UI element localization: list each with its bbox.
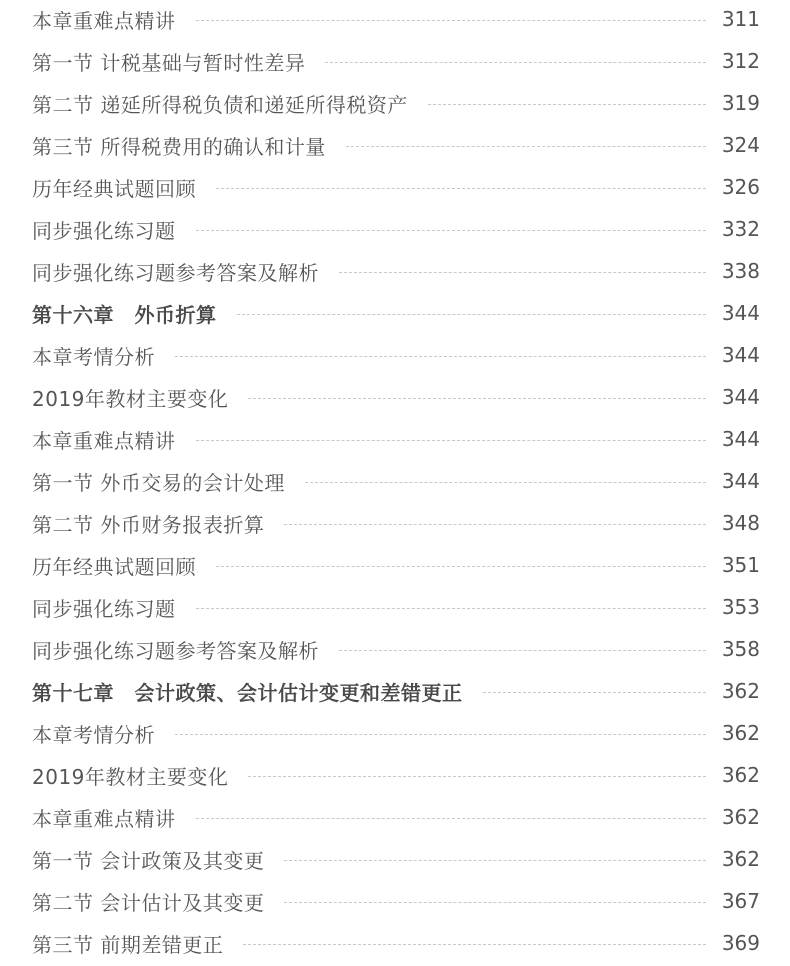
entry-title: 第一节 计税基础与暂时性差异 (32, 50, 306, 75)
page-number: 353 (721, 595, 760, 619)
page-number: 338 (721, 259, 760, 283)
entry-title: 同步强化练习题参考答案及解析 (32, 638, 319, 663)
toc-entry[interactable] (32, 460, 760, 502)
page-number: 324 (721, 133, 760, 157)
entry-title: 同步强化练习题参考答案及解析 (32, 260, 319, 285)
toc-entry[interactable] (32, 880, 760, 922)
entry-title: 本章考情分析 (32, 344, 155, 369)
toc-entry[interactable] (32, 40, 760, 82)
dotted-leader (196, 20, 706, 21)
toc-chapter-entry[interactable] (32, 292, 760, 334)
entry-title: 2019年教材主要变化 (32, 386, 229, 411)
dotted-leader (196, 818, 706, 819)
page-number: 367 (721, 889, 760, 913)
page-number: 344 (721, 343, 760, 367)
toc-entry[interactable] (32, 376, 760, 418)
dotted-leader (325, 62, 705, 63)
page-number: 362 (721, 847, 760, 871)
dotted-leader (216, 188, 706, 189)
page-number: 348 (721, 511, 760, 535)
dotted-leader (175, 734, 706, 735)
entry-title: 2019年教材主要变化 (32, 764, 229, 789)
page-number: 369 (721, 931, 760, 955)
entry-title: 第三节 所得税费用的确认和计量 (32, 134, 326, 159)
entry-title: 本章重难点精讲 (32, 8, 176, 33)
dotted-leader (243, 944, 705, 945)
dotted-leader (248, 776, 705, 777)
entry-title: 历年经典试题回顾 (32, 176, 196, 201)
page-number: 344 (721, 385, 760, 409)
dotted-leader (284, 860, 705, 861)
chapter-title: 第十六章 外币折算 (32, 302, 217, 327)
dotted-leader (237, 314, 706, 315)
toc-entry[interactable] (32, 544, 760, 586)
page-number: 326 (721, 175, 760, 199)
toc-entry[interactable] (32, 586, 760, 628)
toc-entry[interactable] (32, 712, 760, 754)
page-number: 344 (721, 427, 760, 451)
toc-entry[interactable] (32, 754, 760, 796)
toc-entry[interactable] (32, 208, 760, 250)
dotted-leader (346, 146, 706, 147)
dotted-leader (196, 230, 706, 231)
toc-entry[interactable] (32, 124, 760, 166)
toc-entry[interactable] (32, 250, 760, 292)
page-number: 344 (721, 469, 760, 493)
page-number: 312 (721, 49, 760, 73)
entry-title: 同步强化练习题 (32, 218, 176, 243)
dotted-leader (196, 440, 706, 441)
dotted-leader (284, 524, 705, 525)
dotted-leader (284, 902, 705, 903)
chapter-title: 第十七章 会计政策、会计估计变更和差错更正 (32, 680, 463, 705)
toc-entry[interactable] (32, 922, 760, 964)
page-number: 362 (721, 721, 760, 745)
toc-entry[interactable] (32, 0, 760, 40)
entry-title: 第二节 会计估计及其变更 (32, 890, 265, 915)
toc-entry[interactable] (32, 502, 760, 544)
dotted-leader (248, 398, 705, 399)
page-number: 332 (721, 217, 760, 241)
entry-title: 第二节 递延所得税负债和递延所得税资产 (32, 92, 408, 117)
entry-title: 本章重难点精讲 (32, 806, 176, 831)
dotted-leader (305, 482, 706, 483)
page-number: 358 (721, 637, 760, 661)
toc-entry[interactable] (32, 82, 760, 124)
page-number: 319 (721, 91, 760, 115)
page-number: 344 (721, 301, 760, 325)
dotted-leader (196, 608, 706, 609)
dotted-leader (175, 356, 706, 357)
dotted-leader (339, 650, 706, 651)
toc-entry[interactable] (32, 796, 760, 838)
entry-title: 第三节 前期差错更正 (32, 932, 224, 957)
toc-chapter-entry[interactable] (32, 670, 760, 712)
page-number: 362 (721, 763, 760, 787)
dotted-leader (483, 692, 706, 693)
entry-title: 第一节 外币交易的会计处理 (32, 470, 285, 495)
entry-title: 第一节 会计政策及其变更 (32, 848, 265, 873)
entry-title: 第二节 外币财务报表折算 (32, 512, 265, 537)
toc-entry[interactable] (32, 334, 760, 376)
page-number: 362 (721, 805, 760, 829)
entry-title: 同步强化练习题 (32, 596, 176, 621)
toc-entry[interactable] (32, 628, 760, 670)
dotted-leader (216, 566, 706, 567)
dotted-leader (428, 104, 706, 105)
page-number: 311 (721, 7, 760, 31)
entry-title: 历年经典试题回顾 (32, 554, 196, 579)
entry-title: 本章考情分析 (32, 722, 155, 747)
toc-entry[interactable] (32, 838, 760, 880)
page-number: 362 (721, 679, 760, 703)
toc-entry[interactable] (32, 418, 760, 460)
dotted-leader (339, 272, 706, 273)
page-number: 351 (721, 553, 760, 577)
entry-title: 本章重难点精讲 (32, 428, 176, 453)
toc-entry[interactable] (32, 166, 760, 208)
